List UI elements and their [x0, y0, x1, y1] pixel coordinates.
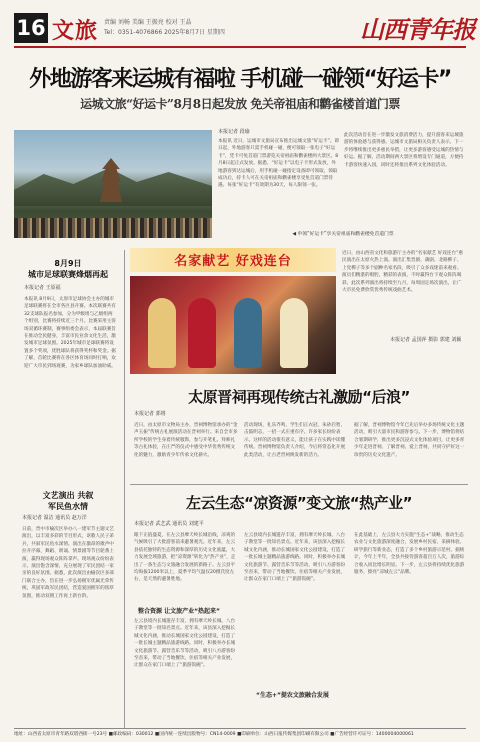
header-divider [14, 46, 466, 48]
lead-column-2: 此次活动旨在进一步激发文旅消费活力，提升游客来运城旅游的体验感与获得感。运城市文旅局相关负责人表示，下一步将继续推出更多惠民举措，让更多游客感受运城的热情与好运。据了解，活动期间两大景区将增设专门通道，方便持卡游客快速入园，同时还将推出系列文化体验活动。 [344, 133, 464, 168]
footer-divider [14, 728, 466, 729]
performer-figure [234, 298, 262, 368]
section-title: 文旅 [52, 18, 99, 44]
photo-tower [100, 158, 122, 202]
article3-subhead-2: “生态+”提农文旅融合发展 [256, 692, 329, 699]
article2-byline: 本报记者 郭将 [134, 411, 166, 417]
opera-byline: 本报记者 孟国萍 摄影 郭建 刘颖 [390, 337, 462, 343]
article2-headline: 太原晋祠再现传统古礼激励“后浪” [188, 388, 410, 406]
performer-figure [188, 298, 216, 368]
lead-photo-caption: ◀ 申领“好运卡”享关帝祖庙和鹳雀楼免首道门票 [292, 232, 394, 237]
lead-column-1: 本报讯 近日，运城市文旅局宣布推出运城文旅“好运卡”。即日起，外地游客只需手机碰一碰，便可领取一张电子“好运卡”，凭卡可免首道门票游览关帝祖庙和鹳雀楼两大景区。8月8日起正式发放。据悉，“好运卡”以电子卡形式发放，外地游客到达运城后，用手机碰一碰指定设备即可领取，领取成功后，持卡人可在关帝祖庙和鹳雀楼享受免首道门票待遇。每张“好运卡”有效期为30天，每人限领一张。 [218, 139, 340, 189]
lead-byline: 本报记者 段瑜 [218, 129, 250, 135]
lead-subheadline: 运城文旅“好运卡”8月8日起发放 免关帝祖庙和鹳雀楼首道门票 [80, 97, 400, 111]
opera-banner-title: 名家献艺 好戏连台 [174, 254, 292, 269]
footer-info: 地址：山西省太原市青年路双塔西街一号23号 ■邮政编码：030012 ■国内统一连续出版物号：CN14-0009 ■印刷单位：山西日报传媒集团印刷有限公司 ■广告经营许可证号：1400004000061 [14, 732, 414, 737]
left-article2-headline: 文艺演出 共叙军民鱼水情 [42, 491, 94, 511]
left-box-byline: 本报记者 王原福 [24, 285, 61, 291]
left-article2-body: 日前，晋中市榆次区举办八一建军节主题文艺演出，以丰富多彩的节目形式，讴歌人民子弟兵，共叙军民鱼水深情。演出在激昂的歌声中拉开序幕，舞蹈、朗诵、情景剧等节目轮番上演，赢得现场观众阵阵掌声。现场观众纷纷表示，演出饱含深情，充分展现了军民团结一家亲的良好氛围。据悉，此次演出由榆次区多部门联合主办，旨在进一步弘扬拥军优属光荣传统，巩固军政军民团结，营造爱国拥军的浓厚氛围，推动双拥工作再上新台阶。 [22, 527, 114, 599]
header-editors: 责编 刘畅 美编 王振亮 校对 王晶 [104, 19, 192, 26]
page-number: 16 [14, 13, 48, 43]
performer-figure [148, 298, 176, 368]
article3-column-2: 左云县境内长城遗存丰富，拥有摩天岭长城、八台子教堂等一批知名景点。近年来，该县深入挖掘长城文化内涵，推动长城国家文化公园建设，打造了一批长城主题精品旅游线路。同时，积极举办长城文化旅游节、露营音乐节等活动，吸引八方游客纷至沓来，带动了当地餐饮、住宿等相关产业发展，让群众在家门口端上了“旅游饭碗”。 [244, 533, 346, 583]
left-box-headline: 城市足球联赛烽烟再起 [28, 270, 108, 279]
opera-text: 近日，由山西省文化和旅游厅主办的“名家献艺 好戏连台”惠民演出在太原火热上演。演出汇集晋剧、蒲剧、北路梆子、上党梆子等多个剧种名家名段，吸引了众多戏迷前来观看。演员们精湛的唱腔、精彩的表演，不时赢得台下观众阵阵喝彩。此次系列演出将持续至九月，每周固定场次演出，让广大市民免费欣赏优秀传统戏曲艺术。 [342, 251, 464, 294]
column-divider [124, 250, 125, 728]
lead-photo [14, 130, 212, 238]
header-contact: Tel：0351-4076866 2025年8月7日 星期四 [104, 29, 225, 36]
article2-column-3: 据了解，晋祠博物馆今年已先后举办多场传统文化主题活动，吸引大量市民和游客参与。下一步，博物馆将结合暑期研学，推出更多沉浸式文化体验项目，让更多青少年走进晋祠、了解晋祠、爱上晋祠，共同守护好这一珍贵的历史文化遗产。 [354, 423, 465, 458]
article3-headline: 左云生态“凉资源”变文旅“热产业” [186, 494, 412, 512]
article3-subhead-1: 整合资源 让文旅产业“热起来” [138, 608, 220, 615]
left-box-title [14, 258, 122, 280]
article2-column-2: 活动现场，礼乐齐鸣，学生们正衣冠、朱砂启智、击鼓明志，一招一式庄重有序。许多家长纷纷表示，这样的活动很有意义，能让孩子在实践中读懂传统。晋祠博物馆负责人介绍，今后将常态化开展此类活动，让古老晋祠焕发新的活力。 [244, 423, 346, 458]
performer-figure [280, 298, 308, 368]
newspaper-logo: 山西青年报 [360, 15, 475, 44]
article3-column-3: 在此基础上，左云县大力实施“生态+”战略，推动生态农业与文化旅游深度融合，发展乡村民宿、采摘体验、研学旅行等新业态，打造了多个乡村旅游示范村。据统计，今年上半年，全县共接待游客超百万人次，旅游综合收入同比增长明显。下一步，左云县将持续优化旅游服务，擦亮“凉城左云”品牌。 [354, 533, 465, 576]
article-divider [130, 484, 468, 485]
article3-column-1b: 左云县境内长城遗存丰富，拥有摩天岭长城、八台子教堂等一批知名景点。近年来，该县深入挖掘长城文化内涵，推动长城国家文化公园建设，打造了一批长城主题精品旅游线路。同时，积极举办长城文化旅游节、露营音乐节等活动，吸引八方游客纷至沓来，带动了当地餐饮、住宿等相关产业发展，让群众在家门口端上了“旅游饭碗”。 [134, 619, 236, 669]
photo-crowd [14, 218, 212, 238]
left-article2-byline: 本报记者 温洁 通讯员 赵万洋 [22, 515, 87, 521]
article3-column-1: 眼下正值盛夏，在左云县摩天岭长城沿线，凉爽的气候吸引了大批游客前来避暑观光。近年来，左云县依托独特的生态资源和深厚的历史文化底蕴，大力发展全域旅游，把“凉资源”转化为“热产业”，走出了一条生态与文旅融合发展的新路子。左云县平均海拔1200米以上，夏季平均气温仅20摄氏度左右，是天然的避暑胜地。 [134, 533, 236, 583]
article2-column-1: 近日，由太原市文物局主办，晋祠博物馆承办的“金声玉振”传统古礼展演活动在晋祠举行。来自全市多所学校的学生身着传统服饰，参与开笔礼、拜师礼等古礼体验，在庄严的仪式中感受中华优秀传统文化的魅力，激励青少年传承文化薪火。 [134, 423, 238, 458]
article3-byline: 本报记者 武艺武 通讯员 刘建平 [134, 521, 204, 527]
lead-headline: 外地游客来运城有福啦 手机碰一碰领“好运卡” [29, 67, 451, 92]
opera-photo [130, 276, 336, 374]
left-box-body: 本报讯 8月9日，太原市足球协会主办的城市足球联赛将在全市各区县开赛。本次联赛共有32支球队报名参加，分为甲级组与乙级组两个组别，比赛将持续近三个月。比赛采用主客场双循环赛制，赛事组委会表示，本届联赛旨在推动全民健身，丰富市民业余文化生活，激发城市足球氛围。2025年城市足球联赛将设置多个奖项，优胜球队将获得奖杯和奖金。据了解，首轮比赛将在各区体育场同时打响，欢迎广大市民到场观赛，为家乡球队加油助威。 [24, 297, 116, 369]
left-box-date: 8月9日 [54, 259, 82, 268]
